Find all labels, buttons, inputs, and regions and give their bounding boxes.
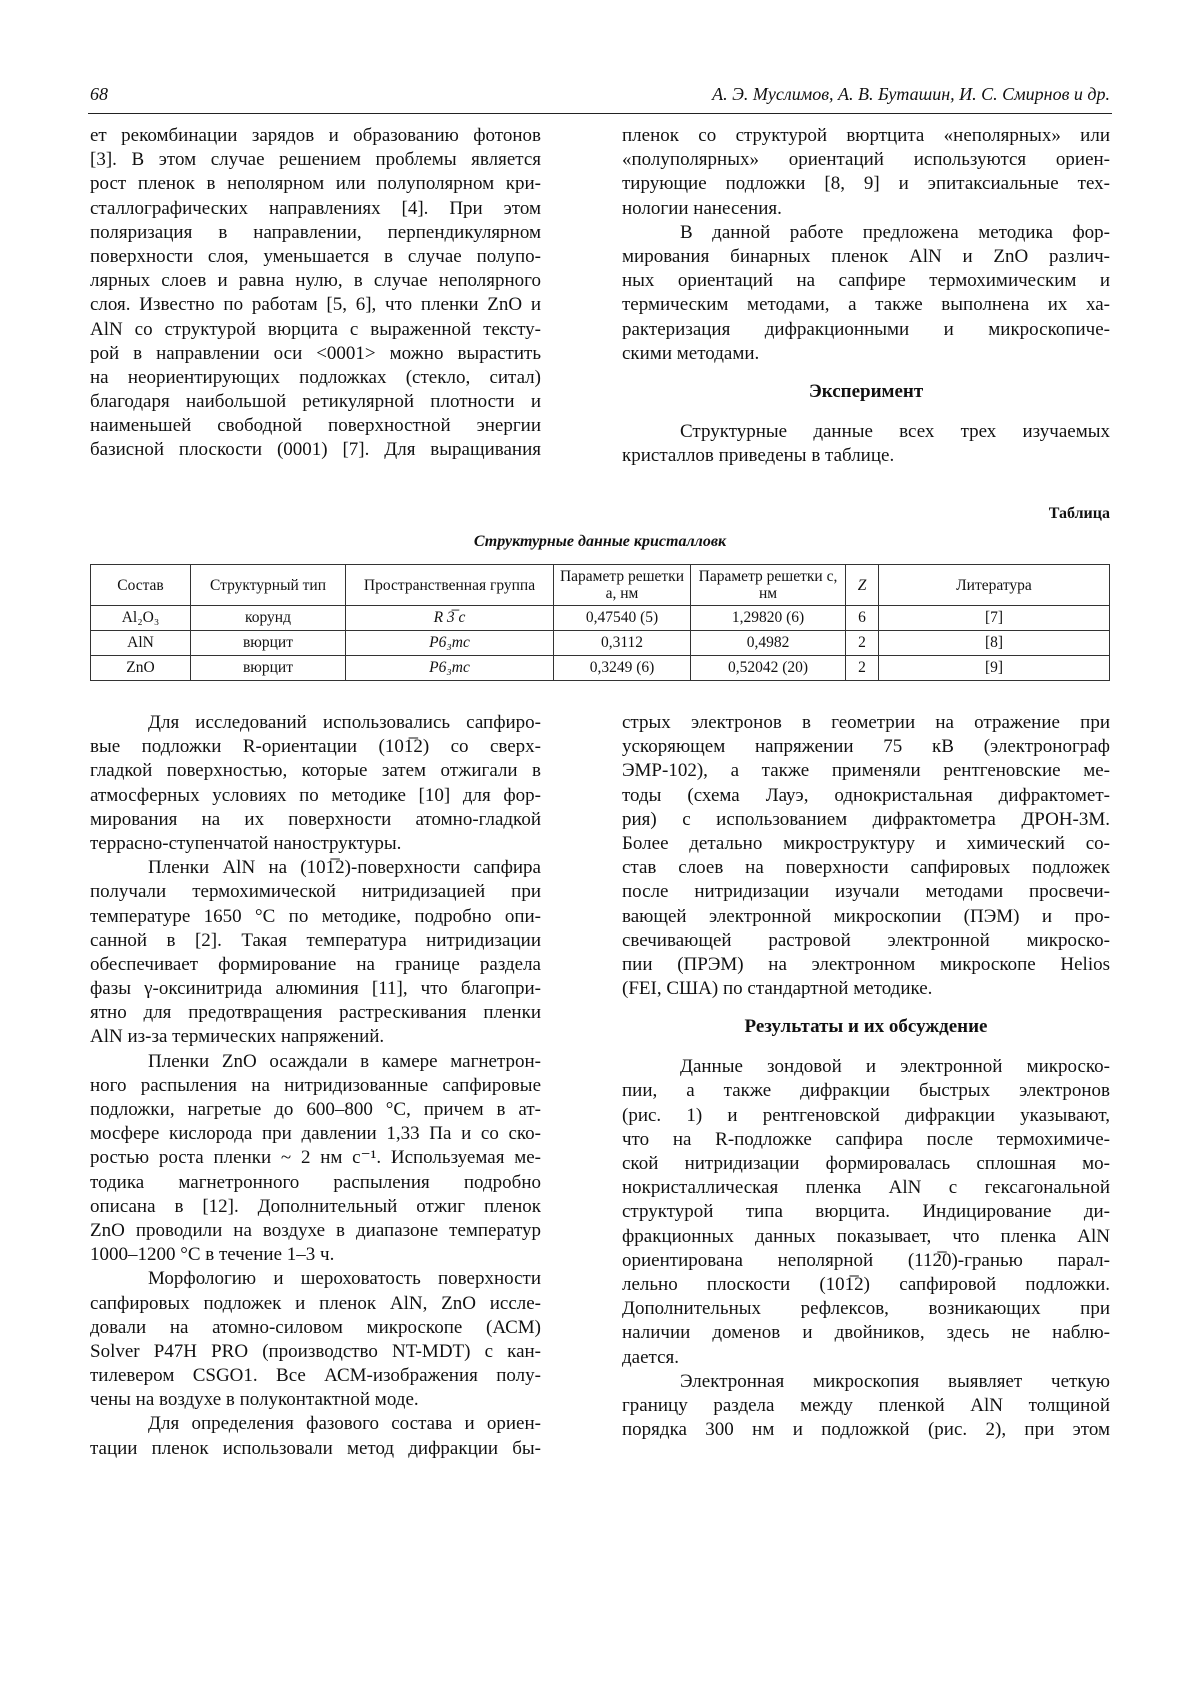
header-divider: [88, 113, 1112, 114]
paragraph: [622, 221, 1110, 366]
column-header: Параметр решетки c, нм: [691, 565, 846, 606]
table-cell: 0,3249 (6): [554, 656, 691, 681]
text-line: дается.: [622, 1346, 679, 1368]
table-cell: 2: [846, 631, 879, 656]
table-cell: 0,52042 (20): [691, 656, 846, 681]
text-line: Пленки AlN на (101̅2)-поверхности сапфира: [148, 857, 541, 879]
text-line: ростью роста пленки ~ 2 нм с⁻¹. Используемая ме-: [90, 1147, 541, 1169]
text-line: кристаллов приведены в таблице.: [622, 445, 895, 467]
column-header: Состав: [91, 565, 191, 606]
paragraph: [622, 124, 1110, 221]
table-label: Таблица: [1048, 505, 1110, 522]
column-header: Z: [846, 565, 879, 606]
page-number: 68: [90, 84, 108, 104]
paragraph: [90, 856, 541, 1050]
text-line: террасно-ступенчатой наноструктуры.: [90, 832, 402, 854]
table-cell: 6: [846, 606, 879, 631]
text-line: вающей электронной микроскопии (ПЭМ) и про-: [622, 905, 1110, 927]
text-line: фазы γ-оксинитрида алюминия [11], что благопри-: [90, 978, 541, 1000]
column-header: Пространственная группа: [346, 565, 554, 606]
paragraph: [622, 420, 1110, 468]
text-line: ской нитридизации формировалась сплошная мо-: [622, 1153, 1110, 1174]
paragraph: [622, 1370, 1110, 1443]
text-line: 1000–1200 °C в течение 1–3 ч.: [90, 1244, 335, 1266]
text-line: Для исследований использовались сапфиро-: [148, 712, 541, 733]
paragraph: [622, 711, 1110, 1001]
text-line: фракционных данных показывает, что пленка AlN: [622, 1225, 1110, 1247]
text-line: ориентирована неполярной (112̅0)-гранью парал-: [622, 1249, 1110, 1271]
table-cell: 2: [846, 656, 879, 681]
text-line: гладкой поверхностью, которые затем отжигали в: [90, 760, 541, 782]
text-line: пии (ПРЭМ) на электронном микроскопе Helios: [622, 953, 1110, 975]
text-line: рост пленок в неполярном или полуполярном кри-: [90, 173, 541, 195]
text-line: получали термохимической нитридизацией при: [90, 881, 541, 903]
text-line: (рис. 1) и рентгеновской дифракции указывают,: [622, 1104, 1110, 1126]
table-cell: вюрцит: [191, 631, 346, 656]
paragraph: [90, 1267, 541, 1412]
table-header-row: [91, 565, 1110, 606]
text-line: описана в [12]. Дополнительный отжиг пленок: [90, 1195, 541, 1217]
column-header: Литература: [879, 565, 1110, 606]
text-line: ускоряющем напряжении 75 кВ (электронограф: [622, 736, 1110, 758]
paragraph: [90, 124, 541, 463]
text-line: ЭМР-102), а также применяли рентгеновские ме-: [622, 760, 1110, 782]
running-header-authors: А. Э. Муслимов, А. В. Буташин, И. С. Смирнов и др.: [712, 84, 1110, 104]
text-line: тоды (схема Лауэ, однокристальная дифрактомет-: [622, 784, 1110, 806]
text-line: пленок со структурой вюртцита «неполярных» или: [622, 125, 1110, 146]
text-line: ет рекомбинации зарядов и образованию фотонов: [90, 125, 541, 146]
table-cell: 0,47540 (5): [554, 606, 691, 631]
text-line: Дополнительных рефлексов, возникающих при: [622, 1298, 1110, 1320]
text-line: лярных слоев и равна нулю, в случае неполярного: [90, 270, 541, 292]
table-cell: Al₂O₃: [91, 606, 191, 631]
section-heading: Эксперимент: [808, 380, 924, 402]
text-line: Более детально микроструктуру и химический со-: [622, 832, 1110, 854]
column-header: Параметр решетки a, нм: [554, 565, 691, 606]
bottom-left-column: [90, 711, 541, 1461]
text-line: мирования бинарных пленок AlN и ZnO различ-: [622, 245, 1110, 267]
text-line: мирования на их поверхности атомно-гладкой: [90, 808, 541, 830]
table-cell: R 3̅ c: [346, 606, 554, 631]
text-line: ятно для предотвращения растрескивания пленки: [90, 1002, 541, 1024]
text-line: В данной работе предложена методика фор-: [680, 221, 1110, 243]
text-line: наличии доменов и двойников, здесь не наблю-: [622, 1322, 1110, 1344]
table-cell: 0,4982: [691, 631, 846, 656]
text-line: подложки, нагретые до 600–800 °C, причем в ат-: [90, 1099, 541, 1120]
text-line: обеспечивает формирование на границе раздела: [90, 953, 541, 975]
text-line: сапфировых подложек и пленок AlN, ZnO иссле-: [90, 1292, 541, 1314]
table-cell: [7]: [879, 606, 1110, 631]
table-cell: AlN: [91, 631, 191, 656]
text-line: нокристаллическая пленка AlN с гексагональной: [622, 1177, 1110, 1199]
text-line: рия) с использованием дифрактометра ДРОН-3М.: [622, 808, 1110, 830]
text-line: атмосферных условиях по методике [10] для фор-: [90, 784, 541, 806]
text-line: Структурные данные всех трех изучаемых: [680, 420, 1110, 442]
text-line: ного распыления на нитридизованные сапфировые: [90, 1074, 541, 1096]
text-line: на неориентирующих подложках (стекло, ситал): [90, 366, 541, 388]
text-line: рой в направлении оси <0001> можно вырастить: [90, 342, 541, 364]
text-line: тирующие подложки [8, 9] и эпитаксиальные тех-: [622, 173, 1110, 195]
text-line: лельно плоскости (101̅2) сапфировой подложки.: [622, 1273, 1110, 1295]
text-line: AlN из-за термических напряжений.: [90, 1026, 385, 1048]
text-line: Данные зондовой и электронной микроско-: [680, 1056, 1110, 1078]
text-line: базисной плоскости (0001) [7]. Для выращивания: [90, 439, 541, 461]
text-line: тилевером CSGO1. Все АСМ-изображения полу-: [90, 1365, 541, 1387]
table-cell: P6₃mc: [346, 631, 554, 656]
text-line: структурой типа вюрцита. Индицирование ди-: [622, 1201, 1110, 1223]
text-line: благодаря наибольшой ретикулярной плотности и: [90, 391, 541, 413]
text-line: Пленки ZnO осаждали в камере магнетрон-: [148, 1050, 541, 1072]
text-line: слоя. Известно по работам [5, 6], что пленки ZnO и: [90, 294, 541, 316]
structure-table: [90, 564, 1110, 681]
paragraph: [622, 1055, 1110, 1369]
table-cell: [8]: [879, 631, 1110, 656]
text-line: тации пленок использовали метод дифракции бы-: [90, 1437, 541, 1459]
table-row: [91, 656, 1110, 681]
top-left-column: [90, 124, 541, 463]
text-line: [3]. В этом случае решением проблемы является: [90, 149, 541, 171]
text-line: наименьшей свободной поверхностной энергии: [90, 415, 541, 437]
text-line: довали на атомно-силовом микроскопе (АСМ): [90, 1316, 541, 1338]
table-row: [91, 606, 1110, 631]
text-line: термическим методами, а также выполнена их ха-: [622, 294, 1110, 316]
bottom-right-column: [622, 711, 1110, 1442]
text-line: рактеризация дифракционными и микроскопиче-: [622, 318, 1110, 340]
text-line: Solver P47H PRO (производство NT-MDT) с кан-: [90, 1340, 541, 1362]
table-caption: Структурные данные кристалловк: [473, 533, 727, 550]
text-line: порядка 300 нм и подложкой (рис. 2), при этом: [622, 1419, 1110, 1441]
text-line: санной в [2]. Такая температура нитридизации: [90, 929, 541, 951]
table-row: [91, 631, 1110, 656]
table-cell: ZnO: [91, 656, 191, 681]
text-line: поляризация в направлении, перпендикулярном: [90, 221, 541, 243]
paragraph: [90, 1412, 541, 1460]
text-line: мосфере кислорода при давлении 1,33 Па и со ско-: [90, 1123, 541, 1145]
column-header: Структурный тип: [191, 565, 346, 606]
paragraph: [90, 711, 541, 856]
text-line: нологии нанесения.: [622, 197, 782, 219]
text-line: (FEI, США) по стандартной методике.: [622, 978, 933, 1000]
table-cell: корунд: [191, 606, 346, 631]
text-line: тодика магнетронного распыления подробно: [90, 1171, 541, 1193]
text-line: свечивающей растровой электронной микроско-: [622, 929, 1110, 951]
text-line: стрых электронов в геометрии на отражение при: [622, 712, 1110, 733]
text-line: границу раздела между пленкой AlN толщиной: [622, 1394, 1110, 1416]
text-line: Морфологию и шероховатость поверхности: [148, 1268, 541, 1290]
paragraph: [90, 1050, 541, 1268]
text-line: что на R-подложке сапфира после термохимиче-: [622, 1128, 1110, 1150]
text-line: Электронная микроскопия выявляет четкую: [680, 1370, 1110, 1392]
text-line: скими методами.: [622, 342, 760, 364]
text-line: ZnO проводили на воздухе в диапазоне температур: [90, 1219, 541, 1241]
text-line: став слоев на поверхности сапфировых подложек: [622, 857, 1110, 879]
table-cell: 0,3112: [554, 631, 691, 656]
text-line: поверхности слоя, уменьшается в случае полупо-: [90, 245, 541, 267]
text-line: AlN со структурой вюрцита с выраженной тексту-: [90, 318, 541, 340]
text-line: Для определения фазового состава и ориен-: [148, 1413, 541, 1435]
text-line: после нитридизации изучали методами просвечи-: [622, 881, 1110, 903]
table-cell: [9]: [879, 656, 1110, 681]
text-line: вые подложки R-ориентации (101̅2) со сверх-: [90, 736, 541, 758]
table-cell: 1,29820 (6): [691, 606, 846, 631]
text-line: температуре 1650 °C по методике, подробно опи-: [90, 905, 541, 927]
table-cell: вюрцит: [191, 656, 346, 681]
text-line: чены на воздухе в полуконтактной моде.: [90, 1389, 419, 1411]
text-line: ных ориентаций на сапфире термохимическим и: [622, 270, 1110, 292]
text-line: пии, а также дифракции быстрых электронов: [622, 1080, 1110, 1102]
table-cell: P6₃mc: [346, 656, 554, 681]
top-right-column: [622, 124, 1110, 468]
text-line: сталлографических направлениях [4]. При этом: [90, 197, 541, 219]
text-line: «полуполярных» ориентаций используются ориен-: [622, 149, 1110, 171]
section-heading: Результаты и их обсуждение: [744, 1016, 988, 1038]
